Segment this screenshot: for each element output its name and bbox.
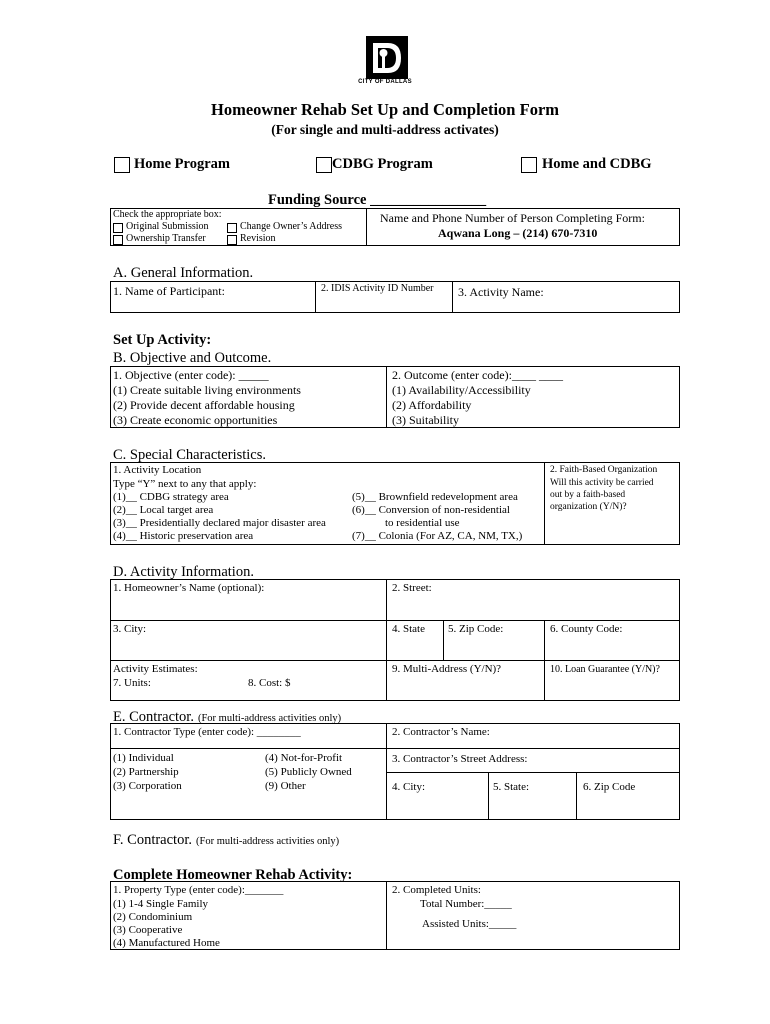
revision-label: Revision bbox=[240, 233, 276, 244]
objective-code-field[interactable]: 1. Objective (enter code): _____ bbox=[113, 368, 269, 382]
home-program-label: Home Program bbox=[134, 156, 230, 172]
home-and-cdbg-label: Home and CDBG bbox=[542, 156, 652, 172]
funding-source-field[interactable]: Funding Source ________________ bbox=[268, 192, 487, 208]
section-a-heading: A. General Information. bbox=[113, 265, 254, 281]
section-f-heading: F. Contractor. bbox=[113, 832, 192, 848]
homeowner-name-field[interactable]: 1. Homeowner’s Name (optional): bbox=[113, 582, 265, 594]
contractor-type-option: (4) Not-for-Profit bbox=[265, 752, 343, 764]
section-f-heading-row bbox=[113, 831, 339, 849]
contractor-type-option: (2) Partnership bbox=[113, 766, 179, 778]
property-type-option: (3) Cooperative bbox=[113, 924, 183, 936]
idis-activity-id-field[interactable]: 2. IDIS Activity ID Number bbox=[321, 283, 434, 294]
section-b-heading: B. Objective and Outcome. bbox=[113, 350, 272, 366]
form-title: Homeowner Rehab Set Up and Completion Form bbox=[210, 100, 560, 119]
outcome-option: (1) Availability/Accessibility bbox=[392, 383, 531, 397]
multi-address-field[interactable]: 9. Multi-Address (Y/N)? bbox=[392, 663, 502, 675]
total-number-field[interactable]: Total Number:_____ bbox=[420, 898, 512, 910]
location-instruction: Type “Y” next to any that apply: bbox=[113, 478, 257, 490]
cdbg-program-checkbox[interactable] bbox=[316, 157, 332, 173]
check-instruction: Check the appropriate box: bbox=[113, 209, 222, 220]
home-and-cdbg-checkbox[interactable] bbox=[521, 157, 537, 173]
objective-option: (1) Create suitable living environments bbox=[113, 383, 301, 397]
location-option-continued: to residential use bbox=[385, 517, 460, 529]
form-subtitle: (For single and multi-address activates) bbox=[271, 122, 499, 137]
contractor-type-option: (3) Corporation bbox=[113, 780, 182, 792]
section-f-note: (For multi-address activities only) bbox=[196, 836, 340, 847]
contractor-state-field[interactable]: 5. State: bbox=[493, 781, 530, 793]
cdbg-program-label: CDBG Program bbox=[332, 156, 433, 172]
original-submission-checkbox[interactable] bbox=[113, 223, 123, 233]
location-option[interactable]: (1)__ CDBG strategy area bbox=[113, 491, 229, 503]
zip-code-field[interactable]: 5. Zip Code: bbox=[448, 623, 504, 635]
section-e-note: (For multi-address activities only) bbox=[197, 713, 342, 724]
property-type-field[interactable]: 1. Property Type (enter code):_______ bbox=[113, 884, 284, 896]
contractor-name-field[interactable]: 2. Contractor’s Name: bbox=[392, 726, 490, 738]
location-option[interactable]: (5)__ Brownfield redevelopment area bbox=[352, 491, 518, 503]
objective-option: (3) Create economic opportunities bbox=[113, 413, 278, 427]
assisted-units-field[interactable]: Assisted Units:_____ bbox=[422, 918, 517, 930]
revision-checkbox[interactable] bbox=[227, 235, 237, 245]
contractor-zip-field[interactable]: 6. Zip Code bbox=[583, 781, 636, 793]
units-field[interactable]: 7. Units: bbox=[113, 677, 151, 689]
location-option[interactable]: (2)__ Local target area bbox=[113, 504, 214, 516]
state-field[interactable]: 4. State bbox=[392, 623, 425, 635]
contractor-type-option: (5) Publicly Owned bbox=[265, 766, 352, 778]
county-code-field[interactable]: 6. County Code: bbox=[550, 623, 623, 635]
cost-field[interactable]: 8. Cost: $ bbox=[248, 677, 291, 689]
section-d-heading: D. Activity Information. bbox=[113, 564, 254, 580]
city-field[interactable]: 3. City: bbox=[113, 623, 147, 635]
change-owner-address-checkbox[interactable] bbox=[227, 223, 237, 233]
location-option[interactable]: (7)__ Colonia (For AZ, CA, NM, TX,) bbox=[352, 530, 523, 542]
activity-estimates-label: Activity Estimates: bbox=[113, 663, 198, 675]
outcome-option: (2) Affordability bbox=[392, 398, 472, 412]
home-program-checkbox[interactable] bbox=[114, 157, 130, 173]
contact-label: Name and Phone Number of Person Completing Form: bbox=[380, 211, 645, 225]
ownership-transfer-label: Ownership Transfer bbox=[126, 233, 206, 244]
faith-based-text: Will this activity be carried bbox=[550, 478, 654, 488]
loan-guarantee-field[interactable]: 10. Loan Guarantee (Y/N)? bbox=[550, 664, 660, 675]
faith-based-question[interactable]: organization (Y/N)? bbox=[550, 502, 627, 512]
activity-location-label: 1. Activity Location bbox=[113, 464, 202, 476]
street-field[interactable]: 2. Street: bbox=[392, 582, 432, 594]
location-option[interactable]: (3)__ Presidentially declared major disaster area bbox=[113, 517, 326, 529]
ownership-transfer-checkbox[interactable] bbox=[113, 235, 123, 245]
outcome-option: (3) Suitability bbox=[392, 413, 459, 427]
contractor-type-option: (9) Other bbox=[265, 780, 306, 792]
complete-heading: Complete Homeowner Rehab Activity: bbox=[113, 867, 353, 883]
contractor-address-field[interactable]: 3. Contractor’s Street Address: bbox=[392, 753, 528, 765]
participant-name-field[interactable]: 1. Name of Participant: bbox=[113, 284, 225, 298]
original-submission-label: Original Submission bbox=[126, 221, 209, 232]
activity-info-table bbox=[110, 579, 680, 701]
outcome-code-field[interactable]: 2. Outcome (enter code):____ ____ bbox=[392, 368, 563, 382]
property-type-option: (4) Manufactured Home bbox=[113, 937, 220, 949]
activity-name-field[interactable]: 3. Activity Name: bbox=[458, 285, 544, 299]
contractor-type-field[interactable]: 1. Contractor Type (enter code): ________ bbox=[113, 726, 301, 738]
contractor-type-option: (1) Individual bbox=[113, 752, 174, 764]
section-e-heading: E. Contractor. bbox=[113, 709, 194, 725]
faith-based-label: 2. Faith-Based Organization bbox=[550, 465, 658, 475]
property-type-option: (1) 1-4 Single Family bbox=[113, 898, 209, 910]
logo-caption: CITY OF DALLAS bbox=[358, 79, 412, 85]
objective-option: (2) Provide decent affordable housing bbox=[113, 398, 295, 412]
change-owner-address-label: Change Owner’s Address bbox=[240, 221, 343, 232]
completed-units-label: 2. Completed Units: bbox=[392, 884, 481, 896]
section-c-heading: C. Special Characteristics. bbox=[113, 447, 267, 463]
property-type-option: (2) Condominium bbox=[113, 911, 193, 923]
setup-heading: Set Up Activity: bbox=[113, 332, 212, 348]
contact-value: Aqwana Long – (214) 670-7310 bbox=[438, 226, 598, 240]
faith-based-text: out by a faith-based bbox=[550, 490, 626, 500]
contractor-city-field[interactable]: 4. City: bbox=[392, 781, 426, 793]
location-option[interactable]: (6)__ Conversion of non-residential bbox=[352, 504, 510, 516]
location-option[interactable]: (4)__ Historic preservation area bbox=[113, 530, 254, 542]
